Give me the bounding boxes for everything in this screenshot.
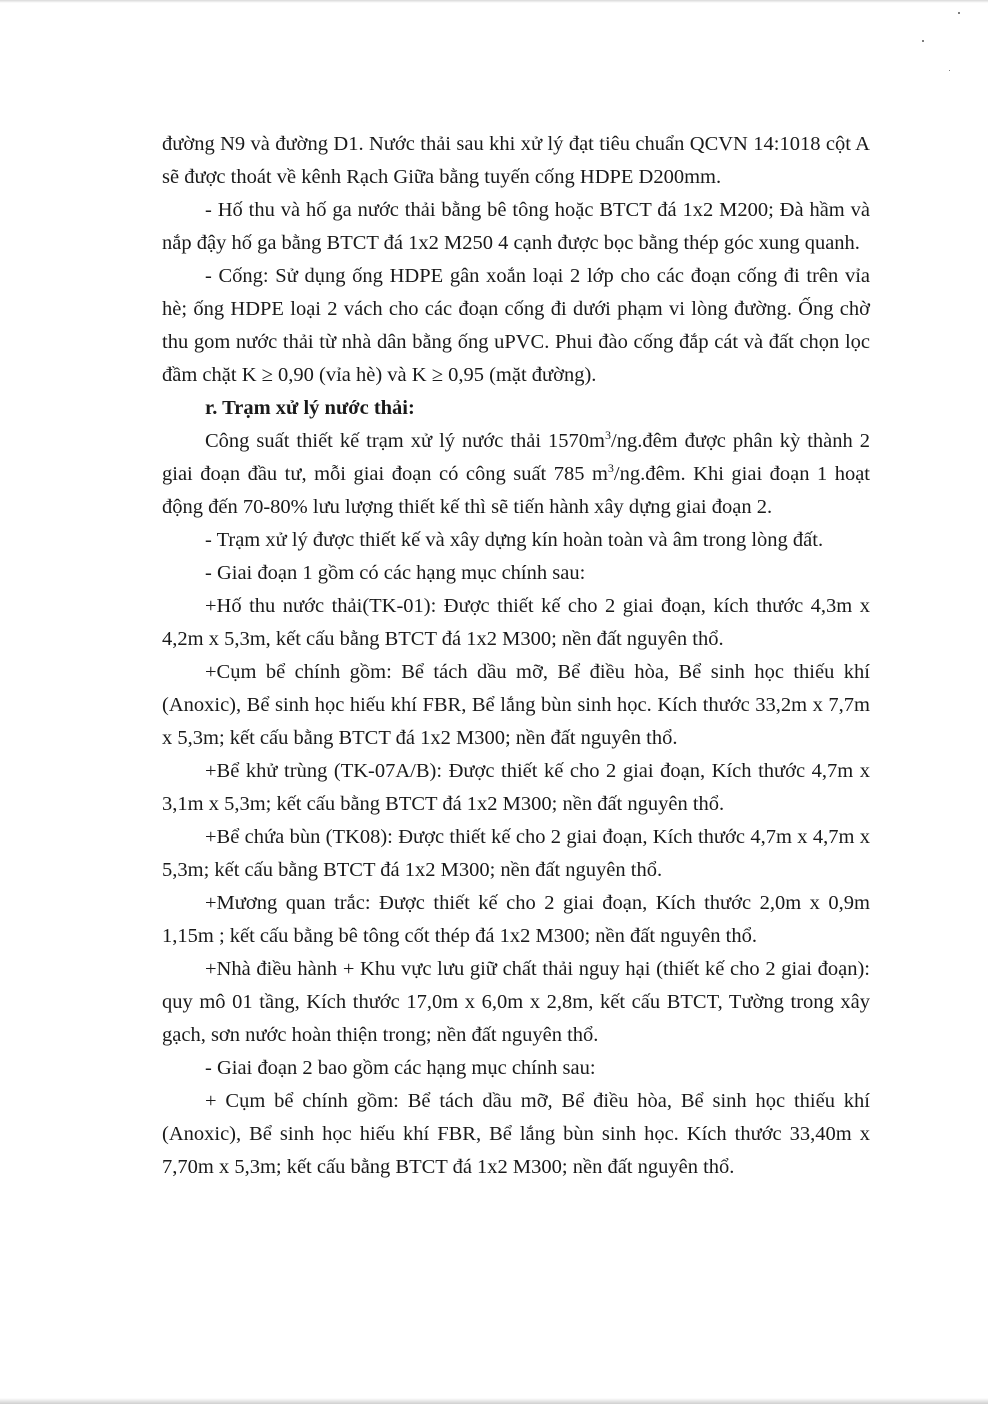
capacity-text-start: Công suất thiết kế trạm xử lý nước thải 1570m	[205, 430, 605, 452]
scan-speck	[922, 40, 924, 42]
scan-edge-bottom	[0, 1398, 988, 1404]
paragraph-operation-house: +Nhà điều hành + Khu vực lưu giữ chất thải nguy hại (thiết kế cho 2 giai đoạn): quy mô 01 tầng, Kích thước 17,0m x 6,0m x 2,8m, kết cấu BTCT, Tường trong xây gạch, sơn nước hoàn thiện trong; nền đất nguyên thổ.	[162, 958, 870, 1046]
superscript-cubic: 3	[605, 428, 611, 443]
paragraph-phase1-intro: - Giai đoạn 1 gồm có các hạng mục chính sau:	[205, 562, 586, 584]
paragraph-main-tanks-phase2: + Cụm bể chính gồm: Bể tách dầu mỡ, Bể điều hòa, Bể sinh học thiếu khí (Anoxic), Bể sinh học hiếu khí FBR, Bể lắng bùn sinh học. Kích thước 33,40m x 7,70m x 5,3m; kết cấu bằng BTCT đá 1x2 M300; nền đất nguyên thổ.	[162, 1090, 870, 1178]
paragraph-enclosed-station: - Trạm xử lý được thiết kế và xây dựng kín hoàn toàn và âm trong lòng đất.	[205, 529, 824, 551]
capacity-text-end: /ng.đêm. Khi giai đoạn 1 hoạt động đến 70-80% lưu lượng thiết kế thì sẽ tiến hành xây dựng giai đoạn 2.	[162, 463, 871, 518]
paragraph-main-tanks-phase1: +Cụm bể chính gồm: Bể tách dầu mỡ, Bể điều hòa, Bể sinh học thiếu khí (Anoxic), Bể sinh học hiếu khí FBR, Bể lắng bùn sinh học. Kích thước 33,2m x 7,7m x 5,3m; kết cấu bằng BTCT đá 1x2 M300; nền đất nguyên thổ.	[162, 661, 870, 749]
capacity-text-middle: /ng.đêm được phân kỳ thành 2 giai đoạn đầu tư, mỗi giai đoạn có công suất 785 m	[162, 430, 871, 485]
scan-speck	[958, 12, 960, 14]
paragraph-sewer-pipes: - Cống: Sử dụng ống HDPE gân xoắn loại 2 lớp cho các đoạn cống đi trên vỉa hè; ống HDPE loại 2 vách cho các đoạn cống đi dưới phạm vi lòng đường. Ống chờ thu gom nước thải từ nhà dân bằng ống uPVC. Phui đào cống đắp cát và đất chọn lọc đầm chặt K ≥ 0,90 (vỉa hè) và K ≥ 0,95 (mặt đường).	[162, 265, 870, 386]
scan-edge-top	[0, 0, 988, 3]
document-body	[162, 128, 870, 1184]
paragraph-phase2-intro: - Giai đoạn 2 bao gồm các hạng mục chính sau:	[205, 1057, 596, 1079]
paragraph-manholes: - Hố thu và hố ga nước thải bằng bê tông hoặc BTCT đá 1x2 M200; Đà hầm và nắp đậy hố ga bằng BTCT đá 1x2 M250 4 cạnh được bọc bằng thép góc xung quanh.	[162, 199, 870, 254]
paragraph-sludge-tank: +Bể chứa bùn (TK08): Được thiết kế cho 2 giai đoạn, Kích thước 4,7m x 4,7m x 5,3m; kết cấu bằng BTCT đá 1x2 M300; nền đất nguyên thổ.	[162, 826, 870, 881]
paragraph-continuation: đường N9 và đường D1. Nước thải sau khi xử lý đạt tiêu chuẩn QCVN 14:1018 cột A sẽ được thoát về kênh Rạch Giữa bằng tuyến cống HDPE D200mm.	[162, 133, 870, 188]
paragraph-capacity	[162, 425, 870, 524]
scan-speck	[949, 70, 950, 71]
paragraph-collection-pit: +Hố thu nước thải(TK-01): Được thiết kế cho 2 giai đoạn, kích thước 4,3m x 4,2m x 5,3m, kết cấu bằng BTCT đá 1x2 M300; nền đất nguyên thổ.	[162, 595, 870, 650]
superscript-cubic: 3	[607, 461, 614, 476]
paragraph-disinfection-tank: +Bể khử trùng (TK-07A/B): Được thiết kế cho 2 giai đoạn, Kích thước 4,7m x 3,1m x 5,3m; kết cấu bằng BTCT đá 1x2 M300; nền đất nguyên thổ.	[162, 760, 870, 815]
section-heading-treatment-station: r. Trạm xử lý nước thải:	[205, 397, 415, 419]
paragraph-monitoring-channel: +Mương quan trắc: Được thiết kế cho 2 giai đoạn, Kích thước 2,0m x 0,9m 1,15m ; kết cấu bằng bê tông cốt thép đá 1x2 M300; nền đất nguyên thổ.	[162, 892, 870, 947]
